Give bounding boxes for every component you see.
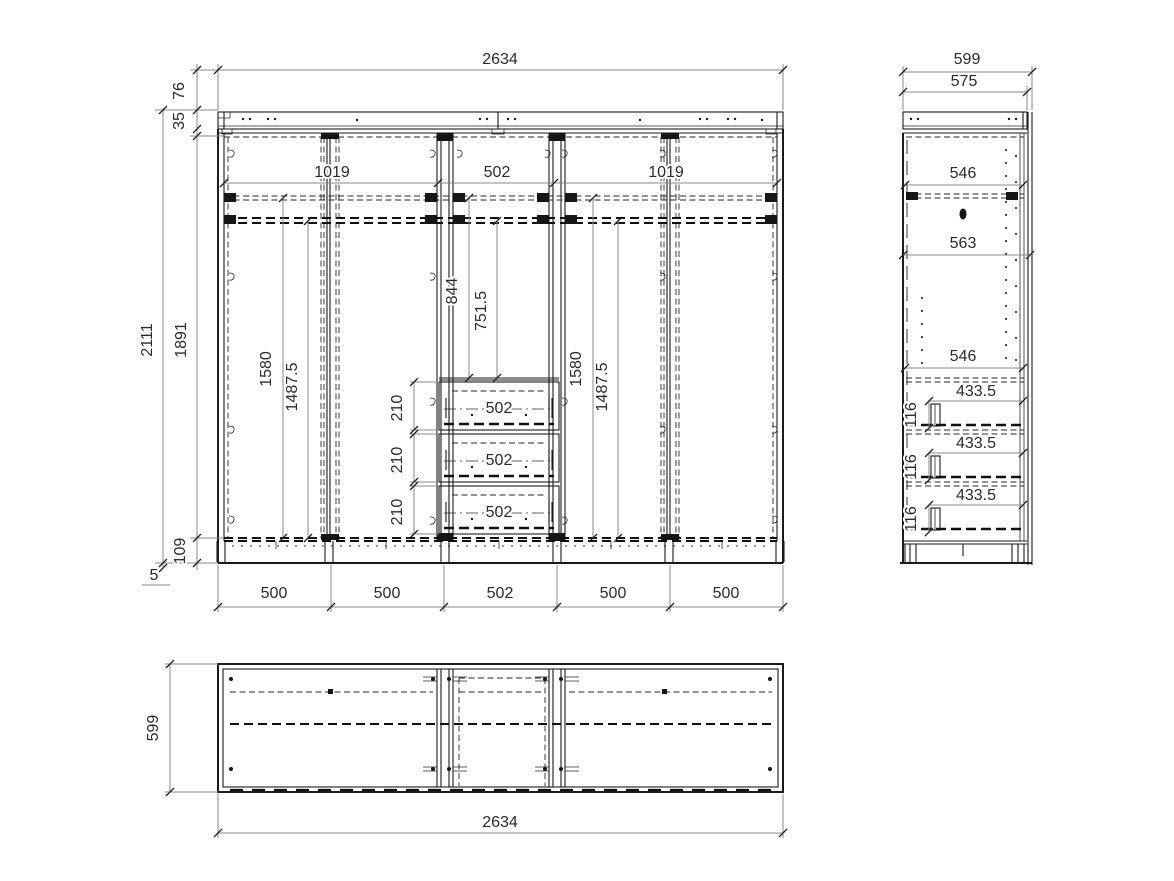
plan-view: [145, 660, 787, 838]
front-dim-drop-a: 844: [444, 277, 461, 305]
side-dim-shelf-bottom: 546: [949, 348, 977, 365]
front-dim-bay-4: 500: [599, 585, 627, 602]
front-partition-4: [661, 133, 679, 540]
side-dim-depth: 599: [953, 51, 981, 68]
front-partition-3: [549, 133, 565, 541]
front-dim-drawer-width-3: 502: [485, 504, 513, 521]
front-partition-1: [321, 133, 339, 540]
plan-dim-width: 2634: [482, 814, 518, 831]
front-dim-rod-right-2: 1487.5: [594, 362, 611, 412]
side-dim-drawer-depth-1: 433.5: [955, 383, 997, 400]
front-dim-drop-b: 751.5: [473, 290, 490, 332]
front-dim-bay-1: 500: [260, 585, 288, 602]
front-dim-drawer-width-2: 502: [485, 452, 513, 469]
front-crown: [218, 112, 783, 137]
front-dim-overall-width: 2634: [482, 51, 518, 68]
side-dim-drawer-height-1: 116: [903, 402, 920, 428]
front-dim-bay-2: 500: [373, 585, 401, 602]
front-dim-rod-left-1: 1580: [258, 351, 275, 387]
side-dim-drawer-depth-3: 433.5: [955, 487, 997, 504]
rail-brackets: [224, 193, 777, 224]
front-dim-bay-left: 1019: [314, 164, 350, 181]
front-dim-drawer-pitch-2: 210: [389, 446, 406, 474]
side-dim-interior-depth: 563: [949, 235, 977, 252]
front-dim-ticks: [159, 66, 787, 611]
front-dim-drawer-pitch-3: 210: [389, 498, 406, 526]
front-dim-lines: [142, 64, 783, 612]
front-rails: [224, 193, 777, 224]
front-dim-bay-right: 1019: [648, 164, 684, 181]
side-view: [899, 51, 1036, 565]
plan-outline: [218, 664, 783, 792]
front-dim-crown-height: 76: [171, 82, 188, 100]
plan-dim-ticks: [166, 660, 787, 837]
front-dim-bay-3: 502: [486, 585, 514, 602]
side-dim-shelf-top: 546: [949, 165, 977, 182]
front-dim-bay-5: 500: [712, 585, 740, 602]
front-base: [217, 538, 784, 563]
front-dim-interior-height: 1891: [173, 322, 190, 358]
plan-dim-depth: 599: [145, 714, 162, 742]
front-dim-rod-right-1: 1580: [568, 351, 585, 387]
crown-fitting-dots: [242, 118, 763, 121]
side-dim-lines: [903, 66, 1032, 532]
front-dim-floor-gap: 5: [149, 567, 159, 584]
front-dim-bay-center: 502: [483, 164, 511, 181]
front-dim-plinth-height: 109: [172, 537, 189, 565]
front-dim-total-height: 2111: [139, 323, 156, 357]
front-dim-drawer-pitch-1: 210: [389, 394, 406, 422]
side-crown: [903, 112, 1027, 137]
front-dim-rod-left-2: 1487.5: [284, 362, 301, 412]
side-dim-crown-depth: 575: [950, 73, 978, 90]
side-dim-drawer-depth-2: 433.5: [955, 435, 997, 452]
side-base: [900, 541, 1032, 563]
plan-dim-lines: [165, 664, 783, 838]
front-dim-drawer-width-1: 502: [485, 400, 513, 417]
side-dim-drawer-height-3: 116: [903, 506, 920, 532]
lock-mark: [960, 209, 967, 220]
plan-partitions: [229, 669, 772, 787]
side-dim-drawer-height-2: 116: [903, 454, 920, 480]
plan-hidden-lines: [230, 678, 772, 786]
front-view: [139, 51, 787, 612]
front-dim-top-gap: 35: [171, 112, 188, 130]
front-carcass: [218, 129, 783, 563]
